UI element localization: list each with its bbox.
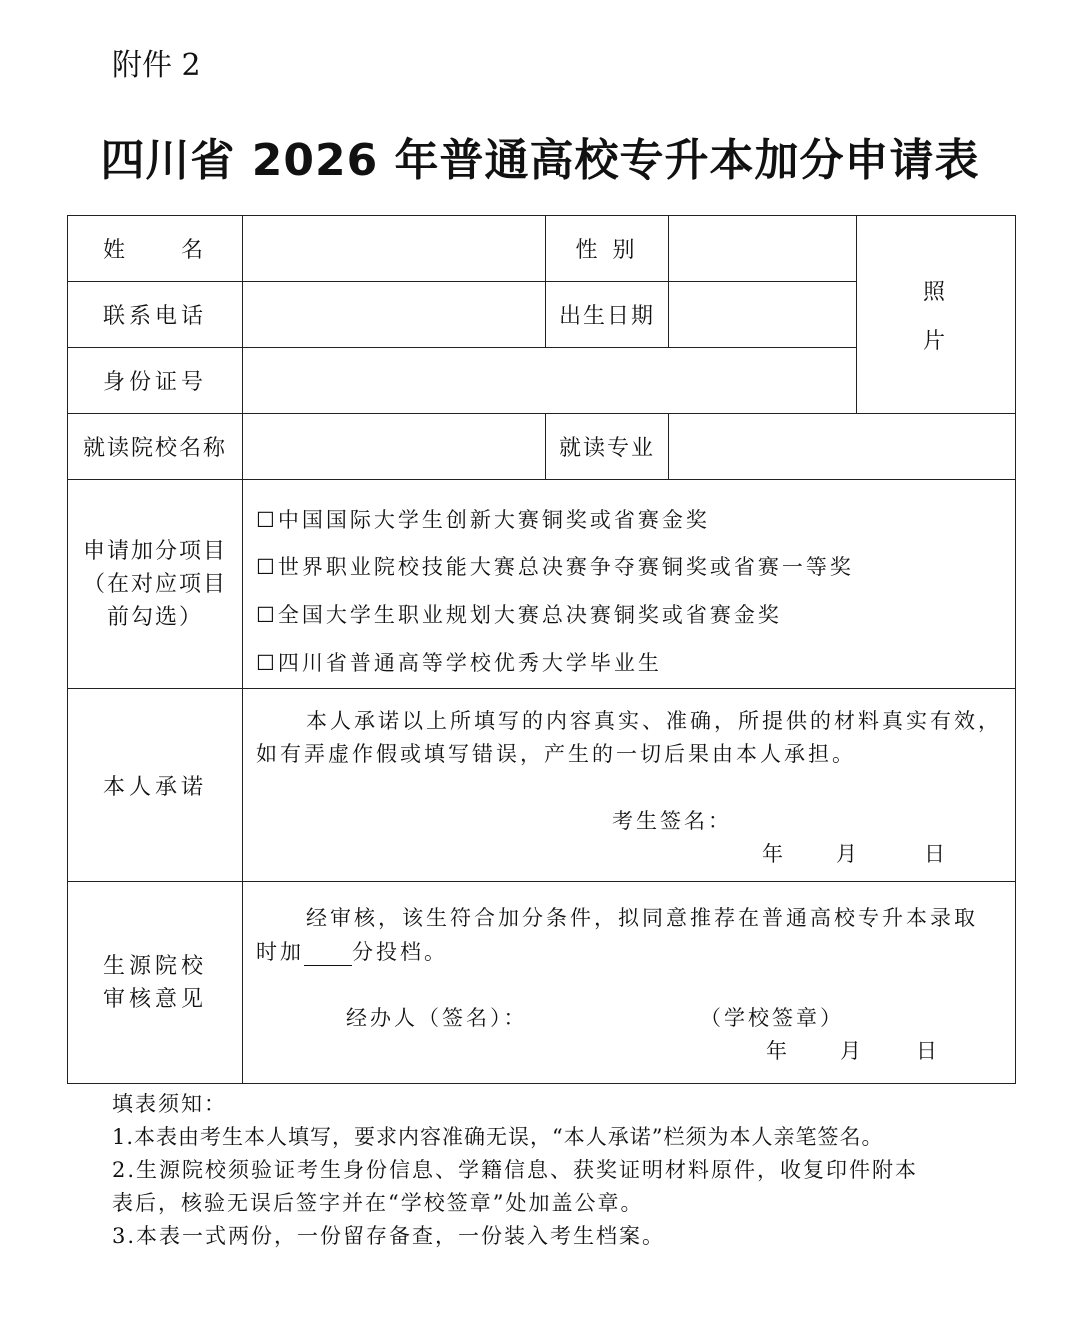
checkbox-item-label: 中国国际大学生创新大赛铜奖或省赛金奖 — [277, 508, 710, 532]
photo-label-2: 片 — [922, 328, 949, 354]
photo-box — [856, 215, 1016, 414]
school-seal-label: （学校签章） — [700, 1006, 844, 1030]
items-label-line: （在对应项目 — [82, 571, 227, 597]
name-label: 姓 名 — [67, 215, 243, 282]
student-signature-label: 考生签名： — [612, 809, 732, 833]
checkbox-item-label: 世界职业院校技能大赛总决赛争夺赛铜奖或省赛一等奖 — [277, 555, 854, 579]
checkbox-icon[interactable]: ☐ — [256, 555, 278, 579]
review-text — [256, 936, 448, 966]
checkbox-icon[interactable]: ☐ — [256, 603, 278, 627]
major-field[interactable] — [668, 413, 1016, 480]
birth-label: 出生日期 — [545, 281, 669, 348]
year-label: 年 — [762, 842, 786, 866]
name-field[interactable] — [242, 215, 546, 282]
checkbox-item[interactable] — [256, 551, 854, 581]
note-line: 1.本表由考生本人填写，要求内容准确无误，“本人承诺”栏须为本人亲笔签名。 — [112, 1125, 884, 1149]
review-label-line: 生源院校 — [102, 953, 207, 979]
note-line: 3.本表一式两份，一份留存备查，一份装入考生档案。 — [112, 1224, 666, 1248]
id-label: 身份证号 — [67, 347, 243, 414]
birth-field[interactable] — [668, 281, 857, 348]
review-text-part: 时加 — [256, 940, 304, 964]
checkbox-item[interactable] — [256, 647, 662, 677]
day-label: 日 — [924, 842, 948, 866]
school-label: 就读院校名称 — [67, 413, 243, 480]
checkbox-item[interactable] — [256, 504, 710, 534]
month-label: 月 — [840, 1039, 864, 1063]
checkbox-icon[interactable]: ☐ — [256, 508, 278, 532]
year-label: 年 — [766, 1039, 790, 1063]
pledge-text: 如有弄虚作假或填写错误，产生的一切后果由本人承担。 — [256, 742, 856, 766]
items-label-line: 前勾选） — [106, 604, 203, 630]
checkbox-item[interactable] — [256, 599, 782, 629]
major-label: 就读专业 — [545, 413, 669, 480]
gender-field[interactable] — [668, 215, 857, 282]
items-label-line: 申请加分项目 — [82, 538, 227, 564]
attachment-label: 附件 2 — [112, 48, 201, 83]
day-label: 日 — [916, 1039, 940, 1063]
notes-heading: 填表须知： — [112, 1092, 227, 1116]
checkbox-item-label: 全国大学生职业规划大赛总决赛铜奖或省赛金奖 — [277, 603, 782, 627]
note-line: 表后，核验无误后签字并在“学校签章”处加盖公章。 — [112, 1191, 644, 1215]
checkbox-icon[interactable]: ☐ — [256, 651, 278, 675]
pledge-label: 本人承诺 — [67, 688, 243, 882]
bonus-points-blank[interactable] — [304, 945, 352, 966]
handler-signature-label: 经办人（签名）： — [346, 1006, 528, 1030]
review-text: 经审核，该生符合加分条件，拟同意推荐在普通高校专升本录取 — [306, 906, 978, 930]
month-label: 月 — [836, 842, 860, 866]
review-label-line: 审核意见 — [102, 986, 207, 1012]
items-label — [67, 479, 243, 689]
pledge-text: 本人承诺以上所填写的内容真实、准确，所提供的材料真实有效， — [306, 709, 1002, 733]
phone-label: 联系电话 — [67, 281, 243, 348]
school-field[interactable] — [242, 413, 546, 480]
gender-label: 性 别 — [545, 215, 669, 282]
checkbox-item-label: 四川省普通高等学校优秀大学毕业生 — [277, 651, 662, 675]
page-title: 四川省 2026 年普通高校专升本加分申请表 — [100, 135, 980, 186]
note-line: 2.生源院校须验证考生身份信息、学籍信息、获奖证明材料原件，收复印件附本 — [112, 1158, 919, 1182]
id-field[interactable] — [242, 347, 857, 414]
photo-label-1: 照 — [922, 279, 949, 305]
phone-field[interactable] — [242, 281, 546, 348]
review-text-part: 分投档。 — [352, 940, 448, 964]
review-label — [67, 881, 243, 1084]
